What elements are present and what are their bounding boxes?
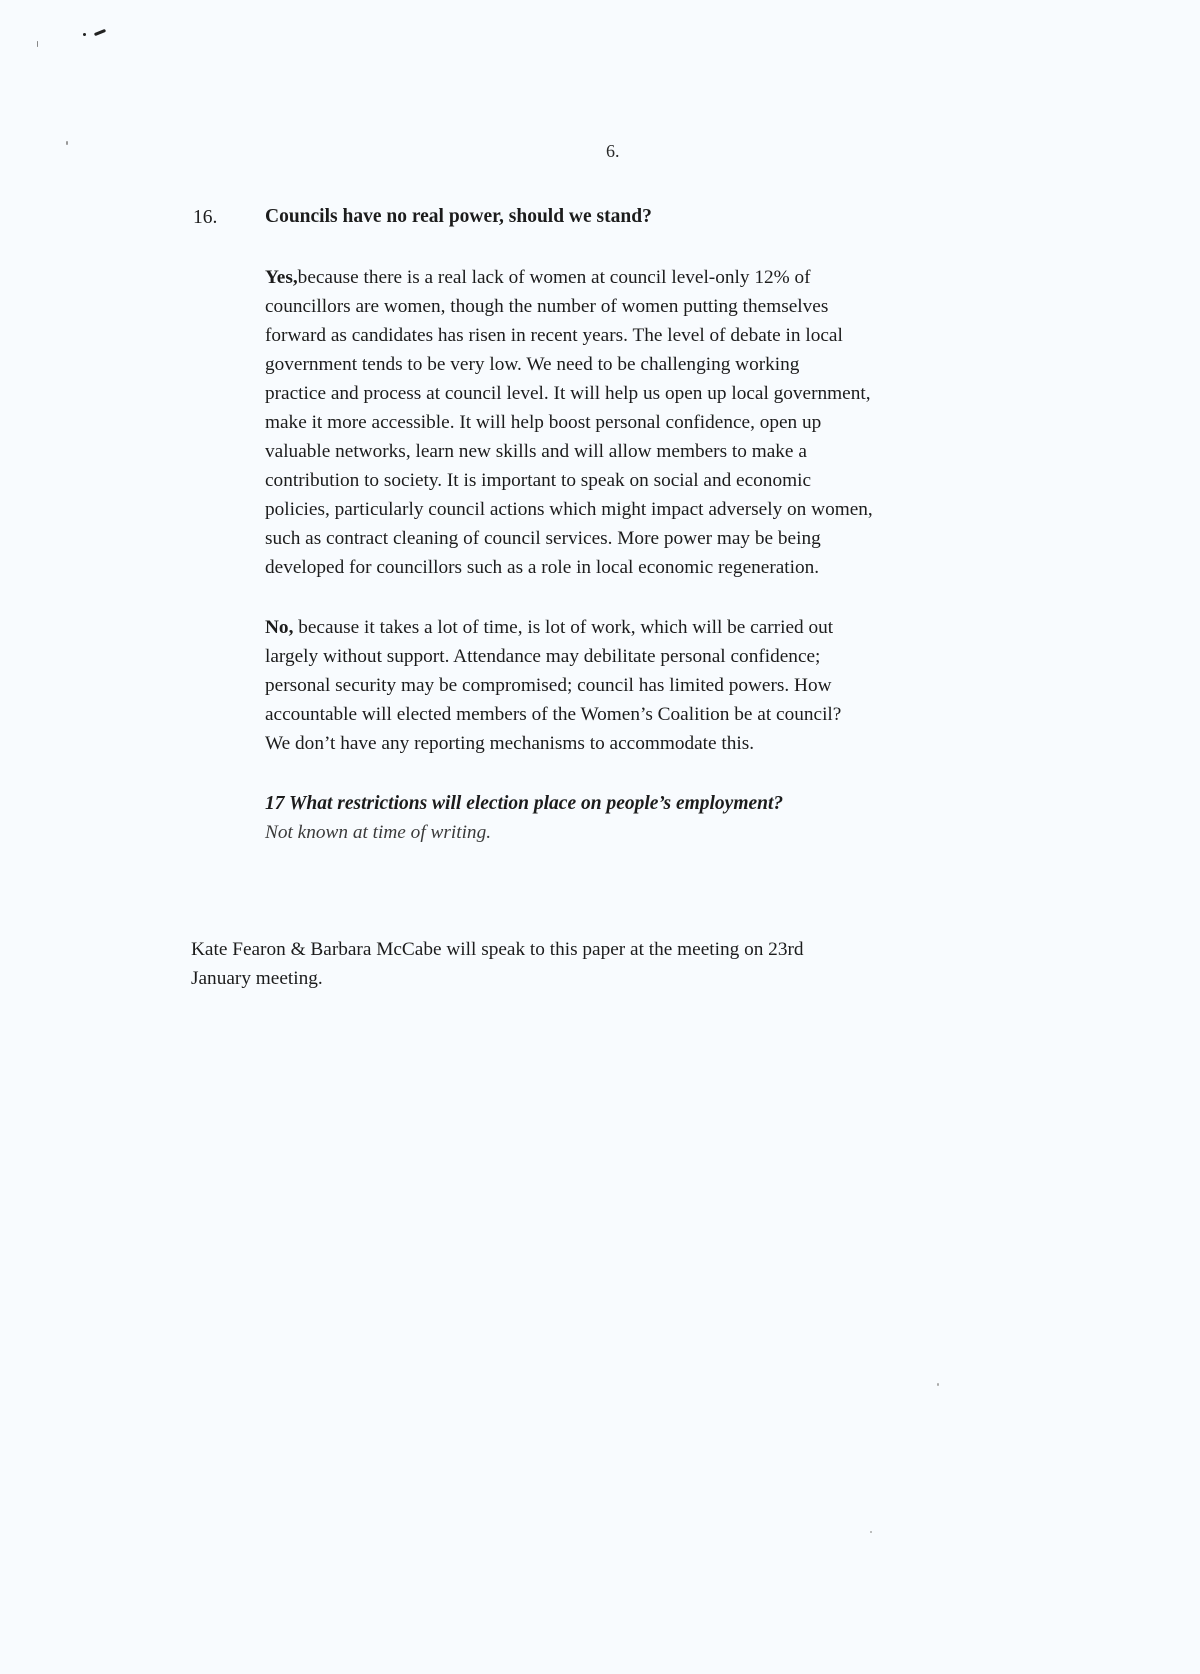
question-title: Councils have no real power, should we stand? <box>265 206 652 227</box>
paragraph-line: make it more accessible. It will help boost personal confidence, open up <box>265 412 822 433</box>
paragraph-line: government tends to be very low. We need to be challenging working <box>265 354 800 375</box>
page-number: 6. <box>606 141 620 161</box>
paragraph-text: because it takes a lot of time, is lot of work, which will be carried out <box>293 617 834 638</box>
paragraph-text: because there is a real lack of women at council level-only 12% of <box>297 267 811 288</box>
scan-mark <box>870 1531 872 1533</box>
scan-mark <box>66 141 68 145</box>
paragraph-line: We don’t have any reporting mechanisms to accommodate this. <box>265 733 755 754</box>
scan-mark <box>937 1383 939 1386</box>
paragraph-line: policies, particularly council actions which might impact adversely on women, <box>265 499 873 520</box>
question-17-answer: Not known at time of writing. <box>265 822 492 843</box>
paragraph-line: developed for councillors such as a role in local economic regeneration. <box>265 557 820 578</box>
no-answer-paragraph <box>265 613 1055 758</box>
scan-mark <box>37 41 38 47</box>
question-number: 16. <box>193 207 218 228</box>
paragraph-line: contribution to society. It is important to speak on social and economic <box>265 470 812 491</box>
paragraph-line <box>265 613 1055 642</box>
paragraph-line: councillors are women, though the number of women putting themselves <box>265 296 829 317</box>
no-label: No, <box>265 617 294 638</box>
paragraph-line: personal security may be compromised; council has limited powers. How <box>265 675 832 696</box>
closing-line: January meeting. <box>191 968 323 989</box>
yes-answer-paragraph <box>265 263 1055 582</box>
question-17-title: 17 What restrictions will election place on people’s employment? <box>265 793 784 814</box>
scan-mark <box>83 33 86 36</box>
paragraph-line: such as contract cleaning of council services. More power may be being <box>265 528 821 549</box>
yes-label: Yes, <box>265 267 298 288</box>
paragraph-line: forward as candidates has risen in recent years. The level of debate in local <box>265 325 843 346</box>
paragraph-line: practice and process at council level. It will help us open up local government, <box>265 383 871 404</box>
closing-line: Kate Fearon & Barbara McCabe will speak to this paper at the meeting on 23rd <box>191 939 804 960</box>
scan-mark <box>94 29 106 36</box>
paragraph-line: largely without support. Attendance may debilitate personal confidence; <box>265 646 821 667</box>
paragraph-line: valuable networks, learn new skills and will allow members to make a <box>265 441 807 462</box>
paragraph-line <box>265 263 1055 292</box>
closing-note <box>191 935 804 993</box>
paragraph-line: accountable will elected members of the Women’s Coalition be at council? <box>265 704 842 725</box>
